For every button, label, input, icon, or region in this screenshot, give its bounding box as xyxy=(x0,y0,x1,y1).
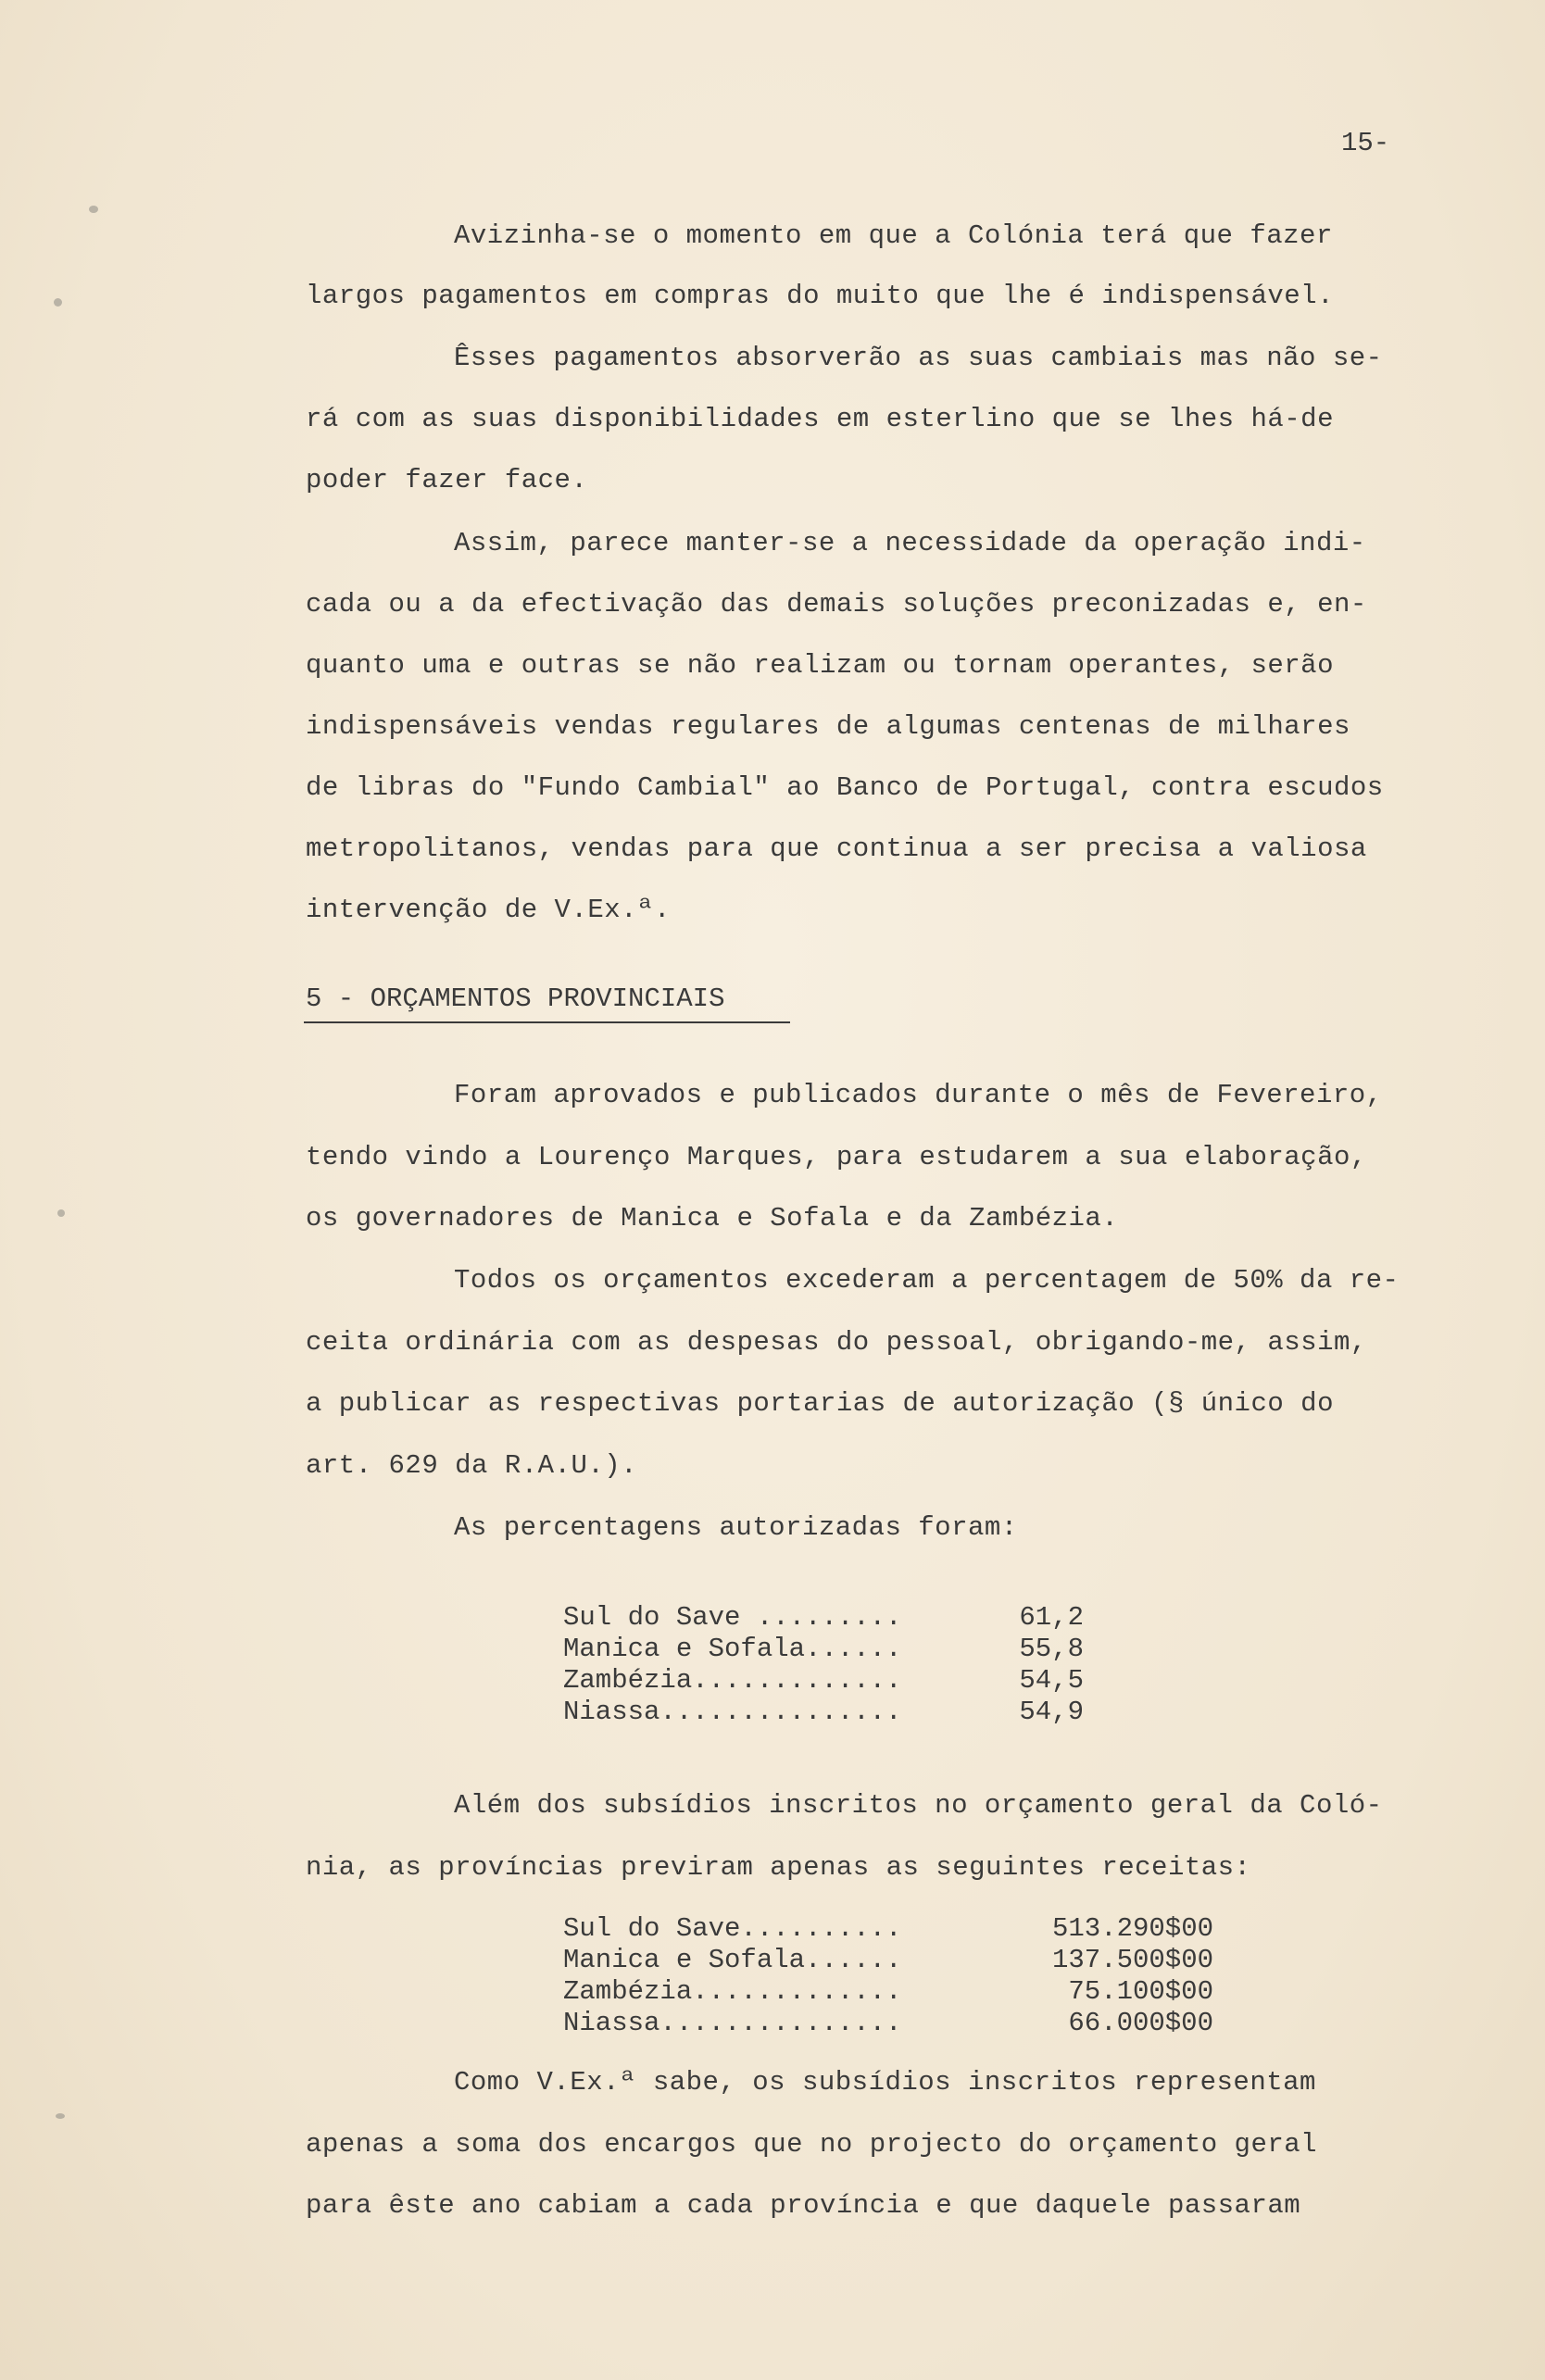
text-line: quanto uma e outras se não realizam ou tornam operantes, serão xyxy=(306,650,1334,681)
table-row-value: 54,9 xyxy=(1019,1697,1084,1727)
table-row-label: Sul do Save.......... xyxy=(563,1913,902,1944)
table-row-value: 61,2 xyxy=(1019,1602,1084,1633)
text-line: ceita ordinária com as despesas do pessoal, obrigando-me, assim, xyxy=(306,1327,1367,1358)
table-row-value: 75.100$00 xyxy=(1068,1976,1213,2007)
text-line: tendo vindo a Lourenço Marques, para estudarem a sua elaboração, xyxy=(306,1142,1367,1172)
page-number: 15- xyxy=(1341,128,1390,158)
text-line: Todos os orçamentos excederam a percentagem de 50% da re- xyxy=(454,1265,1400,1296)
text-line: a publicar as respectivas portarias de autorização (§ único do xyxy=(306,1388,1334,1419)
paper-speck xyxy=(89,206,98,213)
table-row-value: 54,5 xyxy=(1019,1665,1084,1696)
text-line: para êste ano cabiam a cada província e que daquele passaram xyxy=(306,2190,1301,2221)
text-line: largos pagamentos em compras do muito que lhe é indispensável. xyxy=(306,281,1334,311)
text-line: Êsses pagamentos absorverão as suas cambiais mas não se- xyxy=(454,343,1383,373)
heading-underline xyxy=(304,1021,790,1023)
paper-speck xyxy=(54,298,62,307)
text-line: art. 629 da R.A.U.). xyxy=(306,1450,638,1481)
text-line: apenas a soma dos encargos que no projecto do orçamento geral xyxy=(306,2129,1318,2160)
text-line: indispensáveis vendas regulares de algumas centenas de milhares xyxy=(306,711,1350,742)
text-line: As percentagens autorizadas foram: xyxy=(454,1512,1018,1543)
table-row-value: 66.000$00 xyxy=(1068,2008,1213,2038)
text-line: Além dos subsídios inscritos no orçamento geral da Coló- xyxy=(454,1790,1383,1821)
table-row-label: Zambézia............. xyxy=(563,1665,902,1696)
text-line: metropolitanos, vendas para que continua a ser precisa a valiosa xyxy=(306,833,1367,864)
section-heading: 5 - ORÇAMENTOS PROVINCIAIS xyxy=(306,983,725,1014)
table-row-label: Zambézia............. xyxy=(563,1976,902,2007)
text-line: Assim, parece manter-se a necessidade da operação indi- xyxy=(454,528,1366,558)
table-row-label: Niassa............... xyxy=(563,2008,902,2038)
text-line: Como V.Ex.ª sabe, os subsídios inscritos representam xyxy=(454,2067,1316,2098)
paper-speck xyxy=(56,2113,65,2119)
paper-speck xyxy=(57,1209,65,1217)
table-row-value: 513.290$00 xyxy=(1051,1913,1213,1944)
table-row-value: 55,8 xyxy=(1019,1634,1084,1664)
text-line: Foram aprovados e publicados durante o mês de Fevereiro, xyxy=(454,1080,1383,1110)
table-row-label: Manica e Sofala...... xyxy=(563,1634,902,1664)
text-line: nia, as províncias previram apenas as seguintes receitas: xyxy=(306,1852,1251,1883)
text-line: poder fazer face. xyxy=(306,465,588,495)
table-row-value: 137.500$00 xyxy=(1051,1945,1213,1975)
text-line: intervenção de V.Ex.ª. xyxy=(306,895,671,925)
table-row-label: Manica e Sofala...... xyxy=(563,1945,902,1975)
table-row-label: Niassa............... xyxy=(563,1697,902,1727)
text-line: Avizinha-se o momento em que a Colónia terá que fazer xyxy=(454,220,1333,251)
text-line: os governadores de Manica e Sofala e da Zambézia. xyxy=(306,1203,1119,1234)
table-row-label: Sul do Save ......... xyxy=(563,1602,902,1633)
text-line: rá com as suas disponibilidades em esterlino que se lhes há-de xyxy=(306,404,1334,434)
text-line: de libras do "Fundo Cambial" ao Banco de Portugal, contra escudos xyxy=(306,772,1384,803)
text-line: cada ou a da efectivação das demais soluções preconizadas e, en- xyxy=(306,589,1367,620)
